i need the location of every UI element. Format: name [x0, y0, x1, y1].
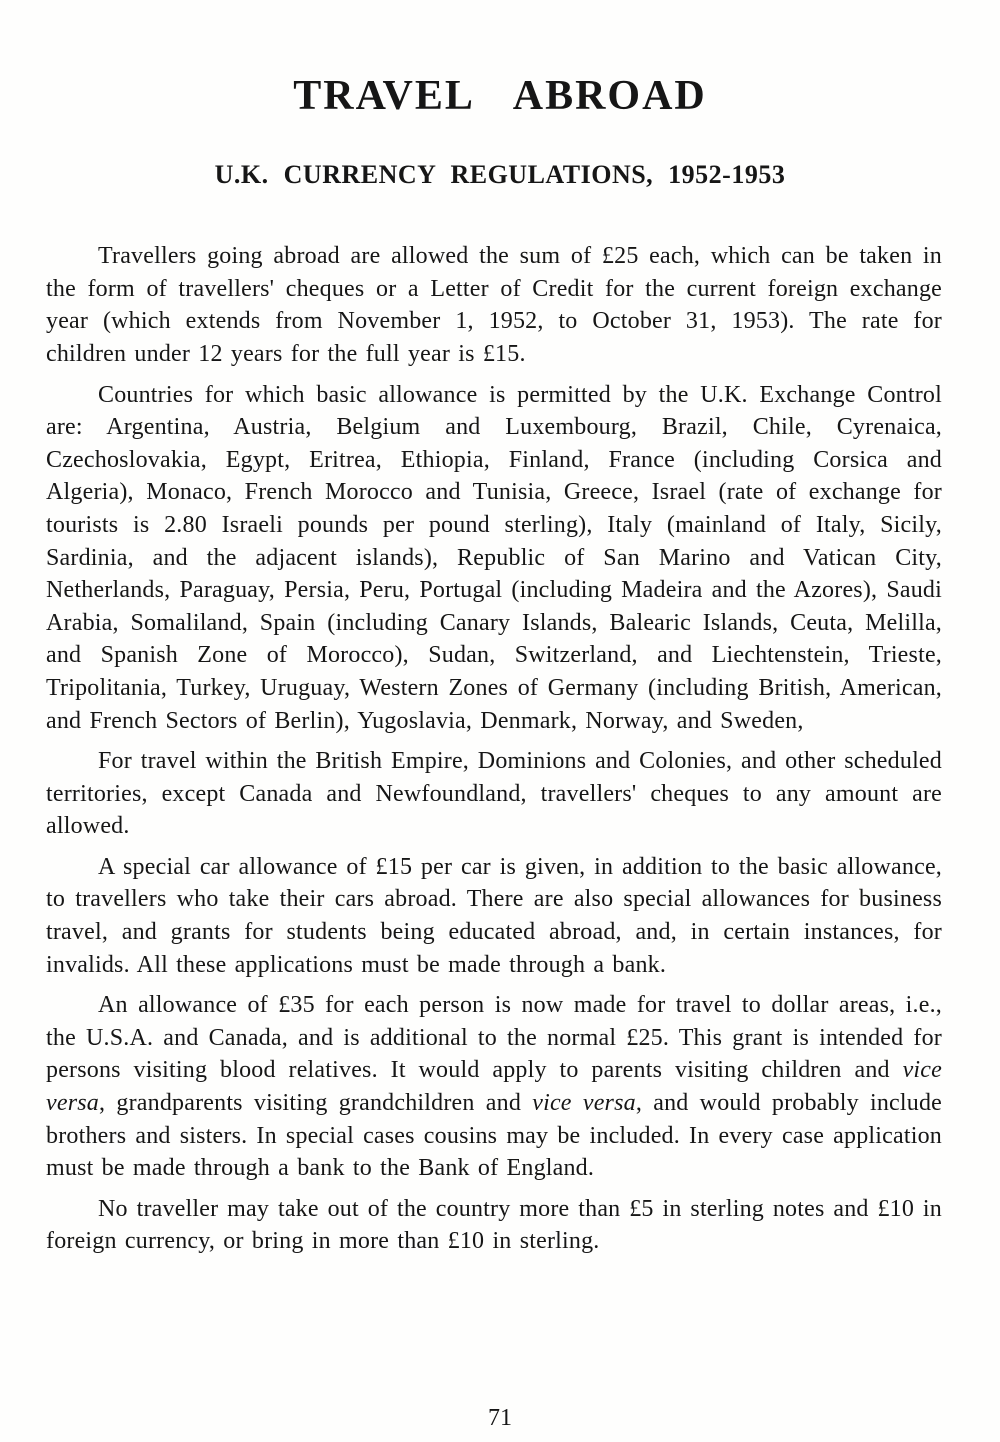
paragraph-british-empire: For travel within the British Empire, Dominions and Colonies, and other scheduled territories, except Canada and Newfoundland, travellers' cheques to any amount are allowed.	[46, 748, 942, 840]
vice-versa-italic-1: vice versa	[46, 1057, 942, 1117]
page-subtitle: U.K. CURRENCY REGULATIONS, 1952-1953	[214, 160, 786, 190]
dollar-allowance-text-3: , and would probably include brothers and sisters. In special cases cousins may be included. In every case application must be made through a bank to the Bank of England.	[46, 1090, 943, 1182]
dollar-allowance-text-1: An allowance of £35 for each person is now made for travel to dollar areas, i.e., the U.S.A. and Canada, and is additional to the normal £25. This grant is intended for persons visiting blood relatives. It would apply to parents visiting children and	[46, 992, 942, 1084]
vice-versa-italic-2: vice versa	[532, 1090, 636, 1117]
page-number: 71	[488, 1405, 512, 1431]
paragraph-sterling-limits: No traveller may take out of the country more than £5 in sterling notes and £10 in foreign currency, or bring in more than £10 in sterling.	[46, 1195, 942, 1255]
document-body	[0, 240, 1000, 1258]
paragraph-travellers-allowance: Travellers going abroad are allowed the sum of £25 each, which can be taken in the form of travellers' cheques or a Letter of Credit for the current foreign exchange year (which extends from November 1, 1952, to October 31, 1953). The rate for children under 12 years for the full year is £15.	[46, 243, 942, 367]
page-title: TRAVEL ABROAD	[293, 73, 707, 119]
paragraph-car-allowance: A special car allowance of £15 per car is given, in addition to the basic allowance, to travellers who take their cars abroad. There are also special allowances for business travel, and grants for students being educated abroad, and, in certain instances, for invalids. All these applications must be made through a bank.	[46, 853, 942, 978]
paragraph-dollar-allowance	[46, 989, 942, 1185]
dollar-allowance-text-2: , grandparents visiting grandchildren and	[98, 1090, 533, 1117]
paragraph-countries-list: Countries for which basic allowance is permitted by the U.K. Exchange Control are: Argentina, Austria, Belgium and Luxembourg, Brazil, Chile, Cyrenaica, Czechoslovakia, Egypt, Eritrea, Ethiopia, Finland, France (including Corsica and Algeria), Monaco, French Morocco and Tunisia, Greece, Israel (rate of exchange for tourists is 2.80 Israeli pounds per pound sterling), Italy (mainland of Italy, Sicily, Sardinia, and the adjacent islands), Republic of San Marino and Vatican City, Netherlands, Paraguay, Persia, Peru, Portugal (including Madeira and the Azores), Saudi Arabia, Somaliland, Spain (including Canary Islands, Balearic Islands, Ceuta, Melilla, and Spanish Zone of Morocco), Sudan, Switzerland, and Liechtenstein, Trieste, Tripolitania, Turkey, Uruguay, Western Zones of Germany (including British, American, and French Sectors of Berlin), Yugoslavia, Denmark, Norway, and Sweden,	[46, 381, 942, 734]
